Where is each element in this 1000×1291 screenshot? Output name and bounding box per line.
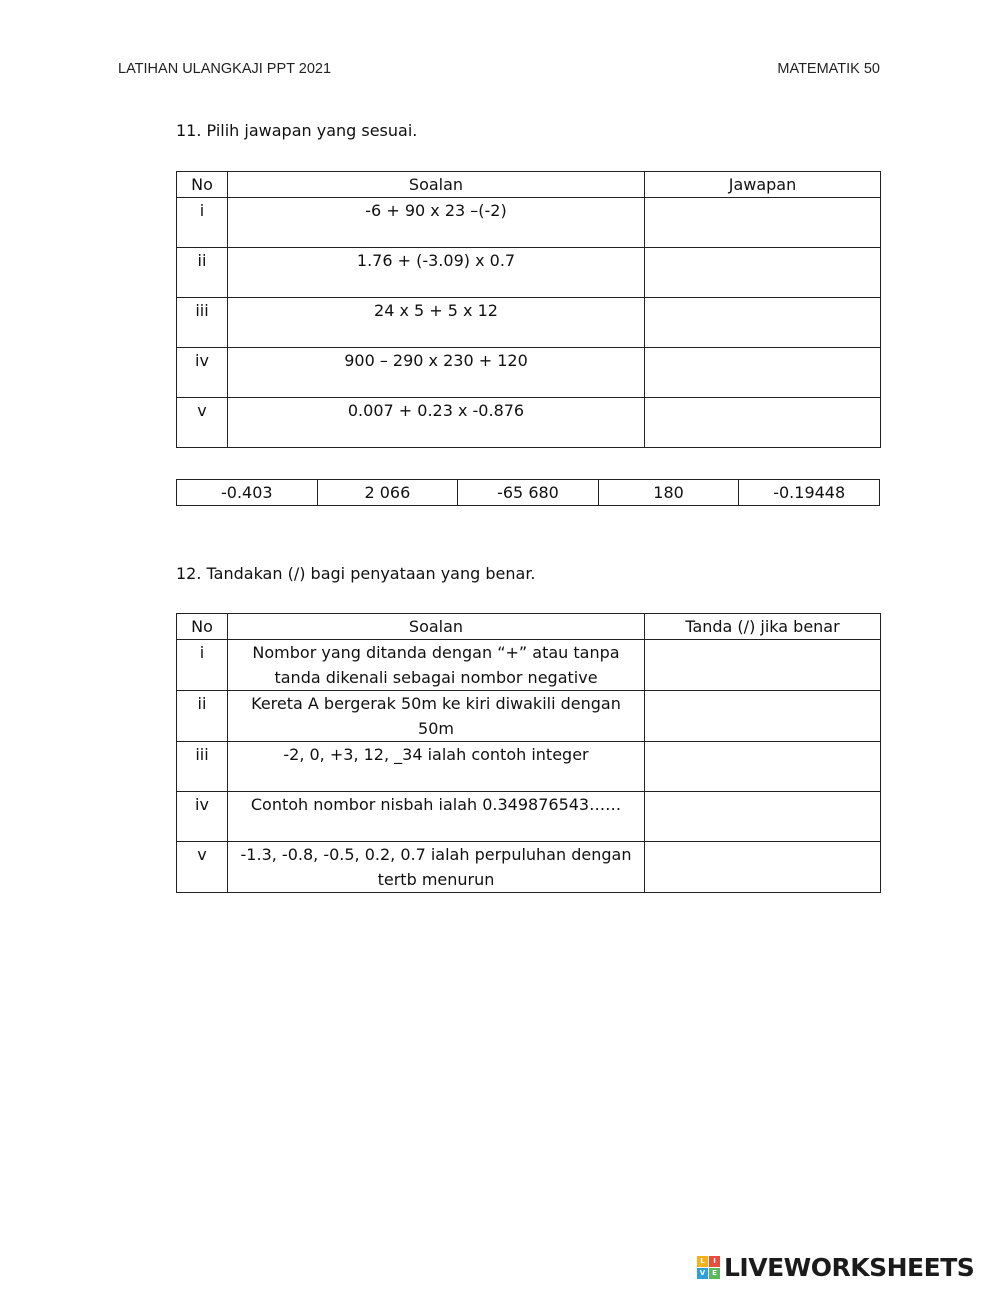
options-row bbox=[177, 480, 880, 506]
column-header-soalan: Soalan bbox=[228, 172, 645, 198]
question-12-table bbox=[176, 613, 881, 893]
answer-cell[interactable] bbox=[645, 298, 881, 348]
table-row bbox=[177, 792, 881, 842]
column-header-jawapan: Jawapan bbox=[645, 172, 881, 198]
answer-option[interactable]: 180 bbox=[598, 480, 739, 506]
logo-text: LIVEWORKSHEETS bbox=[724, 1253, 975, 1282]
row-number: ii bbox=[177, 248, 228, 298]
table-header-row bbox=[177, 172, 881, 198]
header-left: LATIHAN ULANGKAJI PPT 2021 bbox=[118, 61, 332, 77]
row-number: iv bbox=[177, 792, 228, 842]
row-number: v bbox=[177, 842, 228, 893]
question-expression: -6 + 90 x 23 –(-2) bbox=[228, 198, 645, 248]
table-row bbox=[177, 248, 881, 298]
row-number: v bbox=[177, 398, 228, 448]
table-row bbox=[177, 842, 881, 893]
statement-text: Nombor yang ditanda dengan “+” atau tanpa tanda dikenali sebagai nombor negative bbox=[228, 640, 645, 691]
tick-cell[interactable] bbox=[645, 842, 881, 893]
question-12-title: 12. Tandakan (/) bagi penyataan yang benar. bbox=[176, 564, 536, 583]
statement-text: Kereta A bergerak 50m ke kiri diwakili dengan 50m bbox=[228, 691, 645, 742]
row-number: i bbox=[177, 640, 228, 691]
statement-text: -2, 0, +3, 12, _34 ialah contoh integer bbox=[228, 742, 645, 792]
answer-option[interactable]: 2 066 bbox=[317, 480, 458, 506]
logo-letter-l: L bbox=[697, 1256, 708, 1267]
answer-cell[interactable] bbox=[645, 348, 881, 398]
table-row bbox=[177, 640, 881, 691]
tick-cell[interactable] bbox=[645, 742, 881, 792]
column-header-soalan: Soalan bbox=[228, 614, 645, 640]
row-number: i bbox=[177, 198, 228, 248]
answer-options-table bbox=[176, 479, 880, 506]
table-row bbox=[177, 398, 881, 448]
row-number: iii bbox=[177, 298, 228, 348]
answer-cell[interactable] bbox=[645, 248, 881, 298]
logo-letter-i: I bbox=[709, 1256, 720, 1267]
logo-icon bbox=[697, 1256, 720, 1279]
question-11-title: 11. Pilih jawapan yang sesuai. bbox=[176, 121, 418, 140]
column-header-tanda: Tanda (/) jika benar bbox=[645, 614, 881, 640]
question-expression: 1.76 + (-3.09) x 0.7 bbox=[228, 248, 645, 298]
row-number: iv bbox=[177, 348, 228, 398]
table-header-row bbox=[177, 614, 881, 640]
tick-cell[interactable] bbox=[645, 640, 881, 691]
column-header-no: No bbox=[177, 172, 228, 198]
table-row bbox=[177, 742, 881, 792]
tick-cell[interactable] bbox=[645, 691, 881, 742]
table-row bbox=[177, 198, 881, 248]
answer-cell[interactable] bbox=[645, 198, 881, 248]
tick-cell[interactable] bbox=[645, 792, 881, 842]
answer-option[interactable]: -0.403 bbox=[177, 480, 318, 506]
table-row bbox=[177, 348, 881, 398]
answer-option[interactable]: -65 680 bbox=[458, 480, 599, 506]
logo-letter-e: E bbox=[709, 1268, 720, 1279]
row-number: ii bbox=[177, 691, 228, 742]
question-expression: 900 – 290 x 230 + 120 bbox=[228, 348, 645, 398]
row-number: iii bbox=[177, 742, 228, 792]
header-right: MATEMATIK 50 bbox=[777, 61, 880, 77]
question-expression: 0.007 + 0.23 x -0.876 bbox=[228, 398, 645, 448]
table-row bbox=[177, 691, 881, 742]
logo-letter-v: V bbox=[697, 1268, 708, 1279]
answer-cell[interactable] bbox=[645, 398, 881, 448]
answer-option[interactable]: -0.19448 bbox=[739, 480, 880, 506]
statement-text: Contoh nombor nisbah ialah 0.349876543…… bbox=[228, 792, 645, 842]
question-11-table bbox=[176, 171, 881, 448]
liveworksheets-logo bbox=[697, 1253, 974, 1282]
table-row bbox=[177, 298, 881, 348]
statement-text: -1.3, -0.8, -0.5, 0.2, 0.7 ialah perpuluhan dengan tertb menurun bbox=[228, 842, 645, 893]
question-expression: 24 x 5 + 5 x 12 bbox=[228, 298, 645, 348]
column-header-no: No bbox=[177, 614, 228, 640]
